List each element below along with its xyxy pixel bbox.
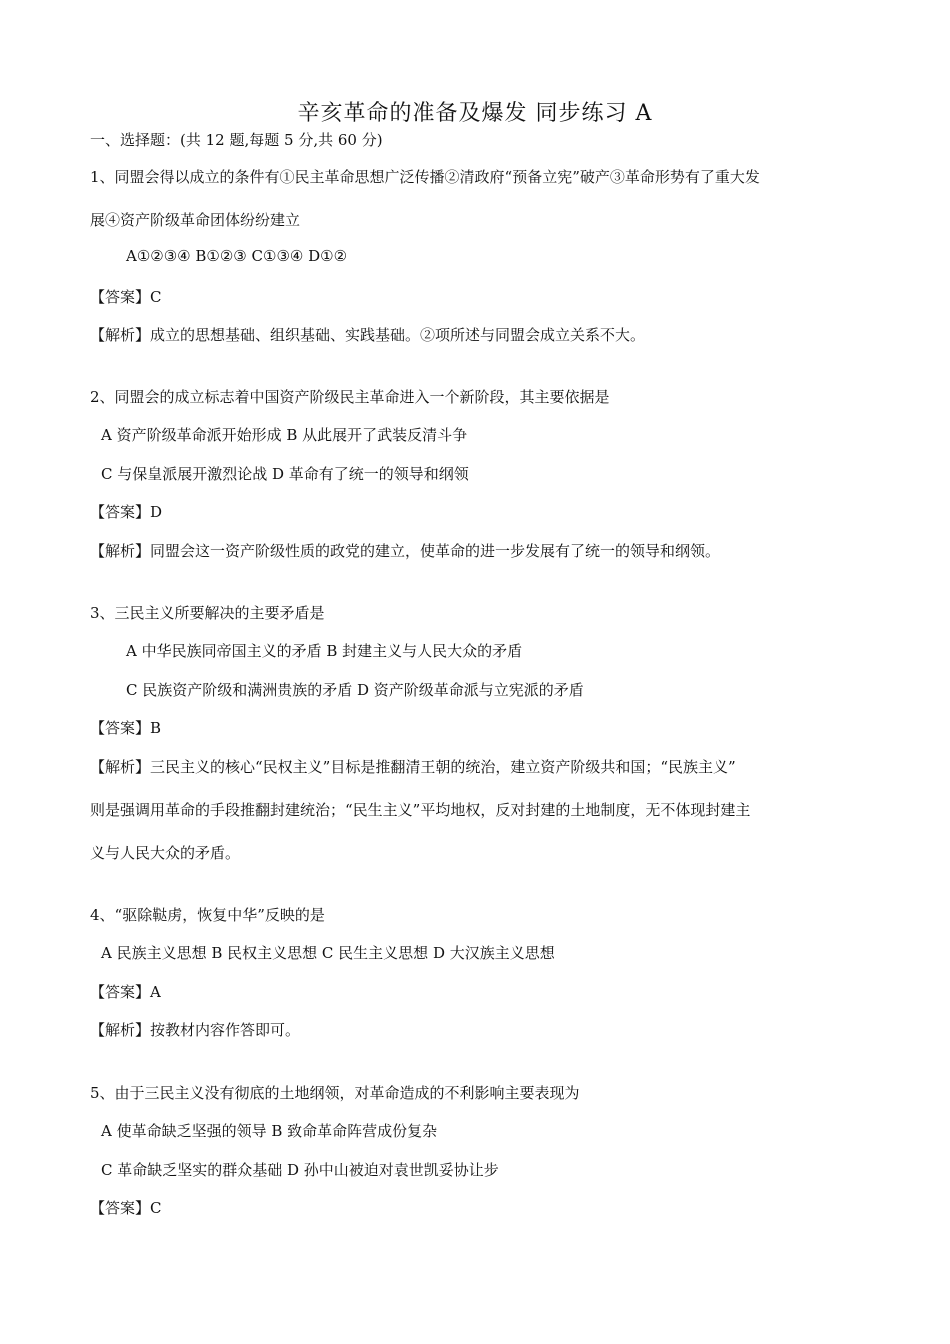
- question-2-answer: 【答案】D: [90, 503, 163, 521]
- question-4-options: A 民族主义思想 B 民权主义思想 C 民生主义思想 D 大汉族主义思想: [101, 944, 555, 962]
- document-title: 辛亥革命的准备及爆发 同步练习 A: [297, 101, 653, 126]
- section-heading: 一、选择题：(共 12 题,每题 5 分,共 60 分): [90, 131, 383, 149]
- question-2-analysis: 【解析】同盟会这一资产阶级性质的政党的建立，使革命的进一步发展有了统一的领导和纲领。: [90, 542, 721, 560]
- question-3-options-line-2: C 民族资产阶级和满洲贵族的矛盾 D 资产阶级革命派与立宪派的矛盾: [126, 681, 584, 699]
- question-4-analysis: 【解析】按教材内容作答即可。: [90, 1021, 301, 1039]
- question-2-options-line-2: C 与保皇派展开激烈论战 D 革命有了统一的领导和纲领: [101, 465, 469, 483]
- question-5-stem: 5、由于三民主义没有彻底的土地纲领，对革命造成的不利影响主要表现为: [90, 1084, 580, 1102]
- question-3-analysis-line-1: 【解析】三民主义的核心“民权主义”目标是推翻清王朝的统治，建立资产阶级共和国；“民族主义”: [90, 758, 736, 776]
- question-3-options-line-1: A 中华民族同帝国主义的矛盾 B 封建主义与人民大众的矛盾: [126, 642, 523, 660]
- question-3-stem: 3、三民主义所要解决的主要矛盾是: [90, 604, 325, 622]
- question-3-analysis-line-3: 义与人民大众的矛盾。: [90, 844, 241, 862]
- question-1-options: A①②③④ B①②③ C①③④ D①②: [126, 247, 348, 265]
- question-5-answer: 【答案】C: [90, 1199, 162, 1217]
- question-5-options-line-1: A 使革命缺乏坚强的领导 B 致命革命阵营成份复杂: [101, 1122, 438, 1140]
- question-2-options-line-1: A 资产阶级革命派开始形成 B 从此展开了武装反清斗争: [101, 426, 468, 444]
- question-1-stem-line-1: 1、同盟会得以成立的条件有①民主革命思想广泛传播②清政府“预备立宪”破产③革命形势有了重大发: [90, 168, 760, 186]
- question-5-options-line-2: C 革命缺乏坚实的群众基础 D 孙中山被迫对袁世凯妥协让步: [101, 1161, 499, 1179]
- question-2-stem: 2、同盟会的成立标志着中国资产阶级民主革命进入一个新阶段，其主要依据是: [90, 388, 610, 406]
- question-1-stem-line-2: 展④资产阶级革命团体纷纷建立: [90, 211, 301, 229]
- question-3-answer: 【答案】B: [90, 719, 162, 737]
- question-3-analysis-line-2: 则是强调用革命的手段推翻封建统治；“民生主义”平均地权，反对封建的土地制度，无不体现封建主: [90, 801, 751, 819]
- question-4-answer: 【答案】A: [90, 983, 161, 1001]
- question-1-analysis: 【解析】成立的思想基础、组织基础、实践基础。②项所述与同盟会成立关系不大。: [90, 326, 646, 344]
- question-1-answer: 【答案】C: [90, 288, 162, 306]
- question-4-stem: 4、“驱除鞑虏，恢复中华”反映的是: [90, 906, 325, 924]
